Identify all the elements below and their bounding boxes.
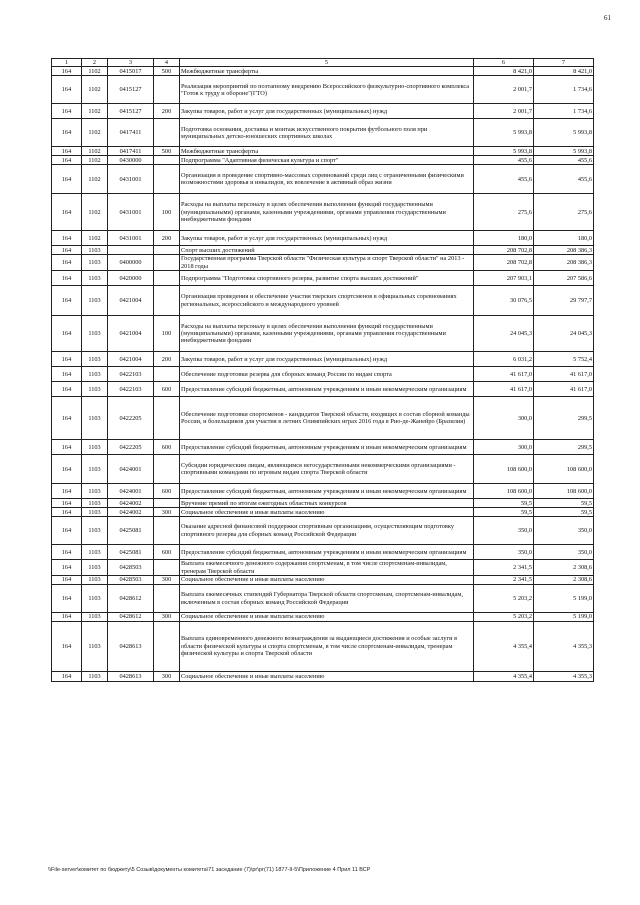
cell-expense-type: 600 bbox=[154, 545, 180, 560]
cell-section-code: 1103 bbox=[82, 622, 108, 672]
table-row bbox=[52, 231, 594, 246]
cell-expense-type: 200 bbox=[154, 231, 180, 246]
cell-expense-type: 300 bbox=[154, 613, 180, 622]
cell-admin-code: 164 bbox=[52, 352, 82, 367]
cell-amount-plan: 2 341,5 bbox=[474, 560, 534, 576]
cell-description: Вручение премий по итогам ежегодных областных конкурсов bbox=[180, 499, 474, 508]
header-cell-2: 2 bbox=[82, 59, 108, 67]
cell-section-code: 1103 bbox=[82, 255, 108, 271]
cell-description: Межбюджетные трансферты bbox=[180, 147, 474, 156]
cell-expense-type bbox=[154, 246, 180, 255]
cell-target-article: 0425081 bbox=[108, 517, 154, 545]
cell-amount-plan: 207 903,1 bbox=[474, 271, 534, 286]
cell-amount-actual: 41 617,0 bbox=[534, 367, 594, 382]
footer-file-path: \\File-server\комитет по бюджету\5 Созыв\документы комитета\71 заседание (7)\рг\рг(71) 1877-II-5\Приложение 4 Прил 11 ВСР bbox=[48, 867, 371, 873]
cell-description: Социальное обеспечение и иные выплаты населению bbox=[180, 576, 474, 585]
cell-admin-code: 164 bbox=[52, 165, 82, 194]
cell-admin-code: 164 bbox=[52, 585, 82, 613]
cell-description: Социальное обеспечение и иные выплаты населению bbox=[180, 613, 474, 622]
cell-amount-plan: 5 203,2 bbox=[474, 585, 534, 613]
cell-expense-type: 300 bbox=[154, 672, 180, 682]
cell-expense-type bbox=[154, 119, 180, 147]
cell-section-code: 1103 bbox=[82, 286, 108, 316]
table-row bbox=[52, 545, 594, 560]
table-row bbox=[52, 271, 594, 286]
table-row bbox=[52, 352, 594, 367]
cell-amount-actual: 5 752,4 bbox=[534, 352, 594, 367]
table-row bbox=[52, 316, 594, 352]
cell-admin-code: 164 bbox=[52, 508, 82, 517]
cell-description: Социальное обеспечение и иные выплаты населению bbox=[180, 672, 474, 682]
cell-section-code: 1103 bbox=[82, 246, 108, 255]
cell-section-code: 1103 bbox=[82, 367, 108, 382]
cell-amount-plan: 350,0 bbox=[474, 517, 534, 545]
cell-description: Подпрограмма "Подготовка спортивного резерва, развитие спорта высших достижений" bbox=[180, 271, 474, 286]
cell-expense-type: 200 bbox=[154, 352, 180, 367]
cell-amount-plan: 59,5 bbox=[474, 508, 534, 517]
cell-admin-code: 164 bbox=[52, 576, 82, 585]
cell-section-code: 1103 bbox=[82, 508, 108, 517]
cell-description: Предоставление субсидий бюджетным, автономным учреждениям и иным некоммерческим организациям bbox=[180, 440, 474, 455]
table-row bbox=[52, 104, 594, 119]
table-row bbox=[52, 455, 594, 484]
cell-description: Предоставление субсидий бюджетным, автономным учреждениям и иным некоммерческим организациям bbox=[180, 382, 474, 397]
cell-amount-actual: 5 993,8 bbox=[534, 147, 594, 156]
cell-description: Предоставление субсидий бюджетным, автономным учреждениям и иным некоммерческим организациям bbox=[180, 545, 474, 560]
cell-target-article: 0415127 bbox=[108, 104, 154, 119]
cell-section-code: 1103 bbox=[82, 397, 108, 440]
cell-admin-code: 164 bbox=[52, 271, 82, 286]
table-row bbox=[52, 397, 594, 440]
cell-target-article: 0431001 bbox=[108, 231, 154, 246]
cell-target-article: 0420000 bbox=[108, 271, 154, 286]
table-row bbox=[52, 194, 594, 231]
cell-expense-type bbox=[154, 156, 180, 165]
cell-amount-plan: 2 341,5 bbox=[474, 576, 534, 585]
cell-amount-actual: 4 355,3 bbox=[534, 672, 594, 682]
cell-amount-actual: 180,0 bbox=[534, 231, 594, 246]
table-row bbox=[52, 165, 594, 194]
cell-amount-actual: 455,6 bbox=[534, 156, 594, 165]
cell-expense-type bbox=[154, 455, 180, 484]
table-row bbox=[52, 484, 594, 499]
cell-description: Организация проведения и обеспечение участия тверских спортсменов в официальных соревнованиях региональных, всероссийского и международного уровней bbox=[180, 286, 474, 316]
cell-section-code: 1102 bbox=[82, 231, 108, 246]
cell-expense-type: 600 bbox=[154, 440, 180, 455]
cell-description: Выплата ежемесячного денежного содержания спортсменам, в том числе спортсменам-инвалидам, тренерам Тверской области bbox=[180, 560, 474, 576]
cell-description: Социальное обеспечение и иные выплаты населению bbox=[180, 508, 474, 517]
table-row bbox=[52, 367, 594, 382]
cell-expense-type: 100 bbox=[154, 194, 180, 231]
cell-target-article: 0422205 bbox=[108, 397, 154, 440]
cell-amount-actual: 1 734,6 bbox=[534, 104, 594, 119]
cell-description: Обеспечение подготовки резерва для сборных команд России по видам спорта bbox=[180, 367, 474, 382]
table-row bbox=[52, 246, 594, 255]
cell-target-article: 0421004 bbox=[108, 286, 154, 316]
cell-amount-plan: 180,0 bbox=[474, 231, 534, 246]
cell-description: Предоставление субсидий бюджетным, автономным учреждениям и иным некоммерческим организациям bbox=[180, 484, 474, 499]
cell-amount-plan: 30 076,5 bbox=[474, 286, 534, 316]
cell-section-code: 1103 bbox=[82, 672, 108, 682]
cell-target-article: 0428503 bbox=[108, 576, 154, 585]
table-row bbox=[52, 576, 594, 585]
cell-admin-code: 164 bbox=[52, 255, 82, 271]
cell-amount-actual: 350,0 bbox=[534, 545, 594, 560]
table-row bbox=[52, 382, 594, 397]
cell-target-article: 0430000 bbox=[108, 156, 154, 165]
cell-amount-actual: 350,0 bbox=[534, 517, 594, 545]
cell-section-code: 1102 bbox=[82, 119, 108, 147]
cell-amount-actual: 59,5 bbox=[534, 499, 594, 508]
cell-admin-code: 164 bbox=[52, 517, 82, 545]
cell-amount-actual: 208 386,3 bbox=[534, 255, 594, 271]
cell-description: Оказание адресной финансовой поддержки спортивным организациям, осуществляющим подготовку спортивного резерва для сборных команд Российской Федерации bbox=[180, 517, 474, 545]
cell-description: Подготовка основания, доставка и монтаж искусственного покрытия футбольного поля при муниципальных детско-юношеских спортивных школах bbox=[180, 119, 474, 147]
cell-admin-code: 164 bbox=[52, 455, 82, 484]
cell-expense-type: 500 bbox=[154, 147, 180, 156]
cell-section-code: 1103 bbox=[82, 576, 108, 585]
cell-expense-type: 200 bbox=[154, 104, 180, 119]
cell-target-article: 0428613 bbox=[108, 622, 154, 672]
table-row bbox=[52, 560, 594, 576]
cell-amount-plan: 41 617,0 bbox=[474, 367, 534, 382]
table-row bbox=[52, 76, 594, 104]
cell-description: Организация и проведение спортивно-массовых соревнований среди лиц с ограниченными физическими возможностями здоровья и инвалидов, их вовлечение в активный образ жизни bbox=[180, 165, 474, 194]
table-row bbox=[52, 508, 594, 517]
cell-amount-actual: 299,5 bbox=[534, 440, 594, 455]
cell-expense-type bbox=[154, 286, 180, 316]
cell-expense-type bbox=[154, 517, 180, 545]
cell-section-code: 1102 bbox=[82, 104, 108, 119]
cell-amount-plan: 24 045,3 bbox=[474, 316, 534, 352]
cell-section-code: 1102 bbox=[82, 67, 108, 76]
cell-target-article: 0428613 bbox=[108, 672, 154, 682]
cell-amount-actual: 207 586,6 bbox=[534, 271, 594, 286]
cell-expense-type bbox=[154, 585, 180, 613]
table-row bbox=[52, 147, 594, 156]
cell-admin-code: 164 bbox=[52, 231, 82, 246]
table-row bbox=[52, 156, 594, 165]
cell-expense-type bbox=[154, 499, 180, 508]
cell-admin-code: 164 bbox=[52, 613, 82, 622]
cell-expense-type bbox=[154, 560, 180, 576]
cell-expense-type: 300 bbox=[154, 508, 180, 517]
cell-amount-actual: 29 797,7 bbox=[534, 286, 594, 316]
cell-section-code: 1103 bbox=[82, 352, 108, 367]
cell-amount-plan: 2 001,7 bbox=[474, 76, 534, 104]
cell-amount-actual: 5 993,8 bbox=[534, 119, 594, 147]
cell-admin-code: 164 bbox=[52, 367, 82, 382]
cell-amount-plan: 300,0 bbox=[474, 397, 534, 440]
cell-section-code: 1102 bbox=[82, 147, 108, 156]
cell-target-article: 0424002 bbox=[108, 508, 154, 517]
table-row bbox=[52, 585, 594, 613]
cell-amount-actual: 108 600,0 bbox=[534, 484, 594, 499]
table-row bbox=[52, 440, 594, 455]
cell-amount-plan: 455,6 bbox=[474, 156, 534, 165]
cell-target-article: 0424001 bbox=[108, 455, 154, 484]
table-row bbox=[52, 613, 594, 622]
cell-section-code: 1103 bbox=[82, 271, 108, 286]
cell-amount-plan: 2 001,7 bbox=[474, 104, 534, 119]
table-row bbox=[52, 499, 594, 508]
cell-admin-code: 164 bbox=[52, 545, 82, 560]
table-row bbox=[52, 255, 594, 271]
cell-admin-code: 164 bbox=[52, 156, 82, 165]
cell-amount-actual: 2 308,6 bbox=[534, 576, 594, 585]
cell-target-article: 0422103 bbox=[108, 367, 154, 382]
cell-admin-code: 164 bbox=[52, 440, 82, 455]
cell-target-article: 0428612 bbox=[108, 613, 154, 622]
cell-description: Обеспечение подготовки спортсменов - кандидатов Тверской области, входящих в состав сборной команды России, и болельщиков для участия в летних Олимпийских играх 2016 года в Рио-де-Жанейро (Бразилия) bbox=[180, 397, 474, 440]
cell-target-article: 0431001 bbox=[108, 165, 154, 194]
cell-amount-actual: 59,5 bbox=[534, 508, 594, 517]
cell-target-article: 0421004 bbox=[108, 316, 154, 352]
cell-admin-code: 164 bbox=[52, 499, 82, 508]
cell-admin-code: 164 bbox=[52, 316, 82, 352]
cell-description: Закупка товаров, работ и услуг для государственных (муниципальных) нужд bbox=[180, 231, 474, 246]
cell-target-article: 0415127 bbox=[108, 76, 154, 104]
cell-amount-plan: 5 993,8 bbox=[474, 147, 534, 156]
header-cell-6: 6 bbox=[474, 59, 534, 67]
cell-description: Расходы на выплаты персоналу в целях обеспечения выполнения функций государственными (муниципальными) органами, казенными учреждениями, органами управления государственными внебюджетными фондами bbox=[180, 194, 474, 231]
cell-amount-plan: 5 993,8 bbox=[474, 119, 534, 147]
cell-target-article: 0424001 bbox=[108, 484, 154, 499]
cell-amount-actual: 455,6 bbox=[534, 165, 594, 194]
cell-target-article: 0428503 bbox=[108, 560, 154, 576]
cell-amount-plan: 208 702,8 bbox=[474, 246, 534, 255]
header-cell-5: 5 bbox=[180, 59, 474, 67]
cell-amount-actual: 275,6 bbox=[534, 194, 594, 231]
table-header-row bbox=[52, 59, 594, 67]
cell-amount-plan: 4 355,4 bbox=[474, 622, 534, 672]
cell-expense-type: 500 bbox=[154, 67, 180, 76]
cell-amount-plan: 8 421,0 bbox=[474, 67, 534, 76]
cell-expense-type: 600 bbox=[154, 484, 180, 499]
cell-target-article: 0425081 bbox=[108, 545, 154, 560]
header-cell-1: 1 bbox=[52, 59, 82, 67]
header-cell-7: 7 bbox=[534, 59, 594, 67]
cell-expense-type bbox=[154, 76, 180, 104]
cell-description: Выплата ежемесячных стипендий Губернатора Тверской области спортсменам, спортсменам-инвалидам, включенным в состав сборных команд Российской Федерации bbox=[180, 585, 474, 613]
cell-description: Реализация мероприятий по поэтапному внедрению Всероссийского физкультурно-спортивного комплекса "Готов к труду и обороне"(ГТО) bbox=[180, 76, 474, 104]
cell-expense-type bbox=[154, 397, 180, 440]
cell-section-code: 1103 bbox=[82, 455, 108, 484]
cell-description: Закупка товаров, работ и услуг для государственных (муниципальных) нужд bbox=[180, 352, 474, 367]
cell-description: Подпрограмма "Адаптивная физическая культура и спорт" bbox=[180, 156, 474, 165]
cell-expense-type: 600 bbox=[154, 382, 180, 397]
cell-amount-actual: 2 308,6 bbox=[534, 560, 594, 576]
cell-target-article: 0400000 bbox=[108, 255, 154, 271]
cell-expense-type bbox=[154, 165, 180, 194]
cell-section-code: 1103 bbox=[82, 440, 108, 455]
cell-amount-actual: 41 617,0 bbox=[534, 382, 594, 397]
header-cell-4: 4 bbox=[154, 59, 180, 67]
cell-section-code: 1102 bbox=[82, 156, 108, 165]
cell-amount-actual: 8 421,0 bbox=[534, 67, 594, 76]
cell-section-code: 1103 bbox=[82, 560, 108, 576]
cell-admin-code: 164 bbox=[52, 67, 82, 76]
cell-amount-plan: 108 600,0 bbox=[474, 455, 534, 484]
cell-target-article: 0421004 bbox=[108, 352, 154, 367]
header-cell-3: 3 bbox=[108, 59, 154, 67]
cell-amount-actual: 24 045,3 bbox=[534, 316, 594, 352]
cell-expense-type bbox=[154, 255, 180, 271]
table-row bbox=[52, 286, 594, 316]
cell-amount-plan: 455,6 bbox=[474, 165, 534, 194]
cell-admin-code: 164 bbox=[52, 76, 82, 104]
cell-section-code: 1103 bbox=[82, 545, 108, 560]
cell-section-code: 1103 bbox=[82, 484, 108, 499]
cell-admin-code: 164 bbox=[52, 484, 82, 499]
cell-expense-type: 300 bbox=[154, 576, 180, 585]
table-row bbox=[52, 119, 594, 147]
cell-target-article: 0415017 bbox=[108, 67, 154, 76]
cell-amount-actual: 4 355,3 bbox=[534, 622, 594, 672]
cell-admin-code: 164 bbox=[52, 104, 82, 119]
cell-admin-code: 164 bbox=[52, 194, 82, 231]
cell-section-code: 1102 bbox=[82, 165, 108, 194]
cell-target-article: 0431001 bbox=[108, 194, 154, 231]
page-number: 61 bbox=[604, 14, 611, 22]
cell-target-article: 0422103 bbox=[108, 382, 154, 397]
cell-admin-code: 164 bbox=[52, 622, 82, 672]
cell-amount-actual: 108 600,0 bbox=[534, 455, 594, 484]
cell-section-code: 1103 bbox=[82, 316, 108, 352]
cell-amount-actual: 5 199,0 bbox=[534, 613, 594, 622]
cell-section-code: 1102 bbox=[82, 76, 108, 104]
cell-section-code: 1102 bbox=[82, 194, 108, 231]
cell-admin-code: 164 bbox=[52, 286, 82, 316]
table-row bbox=[52, 517, 594, 545]
cell-section-code: 1103 bbox=[82, 517, 108, 545]
table-row bbox=[52, 622, 594, 672]
cell-expense-type: 100 bbox=[154, 316, 180, 352]
cell-description: Спорт высших достижений bbox=[180, 246, 474, 255]
cell-admin-code: 164 bbox=[52, 382, 82, 397]
cell-admin-code: 164 bbox=[52, 119, 82, 147]
cell-admin-code: 164 bbox=[52, 397, 82, 440]
cell-amount-plan: 59,5 bbox=[474, 499, 534, 508]
cell-target-article: 0424002 bbox=[108, 499, 154, 508]
cell-target-article: 0422205 bbox=[108, 440, 154, 455]
cell-target-article: 0428612 bbox=[108, 585, 154, 613]
table-body bbox=[52, 67, 594, 682]
cell-expense-type bbox=[154, 622, 180, 672]
cell-admin-code: 164 bbox=[52, 246, 82, 255]
cell-amount-actual: 1 734,6 bbox=[534, 76, 594, 104]
cell-amount-plan: 300,0 bbox=[474, 440, 534, 455]
cell-amount-plan: 208 702,8 bbox=[474, 255, 534, 271]
cell-section-code: 1103 bbox=[82, 499, 108, 508]
cell-amount-actual: 5 199,0 bbox=[534, 585, 594, 613]
cell-admin-code: 164 bbox=[52, 672, 82, 682]
cell-section-code: 1103 bbox=[82, 382, 108, 397]
cell-amount-plan: 41 617,0 bbox=[474, 382, 534, 397]
cell-description: Закупка товаров, работ и услуг для государственных (муниципальных) нужд bbox=[180, 104, 474, 119]
table-row bbox=[52, 672, 594, 682]
cell-target-article: 0417411 bbox=[108, 147, 154, 156]
table-row bbox=[52, 67, 594, 76]
cell-amount-plan: 6 031,2 bbox=[474, 352, 534, 367]
budget-table bbox=[51, 58, 594, 682]
cell-amount-actual: 208 386,3 bbox=[534, 246, 594, 255]
cell-amount-plan: 275,6 bbox=[474, 194, 534, 231]
cell-description: Выплата единовременного денежного вознаграждения за выдающиеся достижения и особые заслуги в области физической культуры и спорта спортсменам, в том числе спортсменам-инвалидам, тренерам физической культуры и спорта Тверской области bbox=[180, 622, 474, 672]
cell-amount-plan: 350,0 bbox=[474, 545, 534, 560]
cell-description: Межбюджетные трансферты bbox=[180, 67, 474, 76]
cell-expense-type bbox=[154, 367, 180, 382]
cell-section-code: 1103 bbox=[82, 585, 108, 613]
cell-description: Расходы на выплаты персоналу в целях обеспечения выполнения функций государственными (муниципальными) органами, казенными учреждениями, органами управления государственными внебюджетными фондами bbox=[180, 316, 474, 352]
cell-description: Субсидии юридическим лицам, являющимся негосударственными некоммерческими организациями - спортивными командами по игровым видам спорта Тверской области bbox=[180, 455, 474, 484]
cell-amount-plan: 4 355,4 bbox=[474, 672, 534, 682]
cell-target-article bbox=[108, 246, 154, 255]
cell-description: Государственная программа Тверской области "Физическая культура и спорт Тверской области" на 2013 - 2018 годы bbox=[180, 255, 474, 271]
cell-amount-plan: 108 600,0 bbox=[474, 484, 534, 499]
cell-admin-code: 164 bbox=[52, 147, 82, 156]
cell-admin-code: 164 bbox=[52, 560, 82, 576]
cell-section-code: 1103 bbox=[82, 613, 108, 622]
cell-target-article: 0417411 bbox=[108, 119, 154, 147]
cell-amount-actual: 299,5 bbox=[534, 397, 594, 440]
cell-amount-plan: 5 203,2 bbox=[474, 613, 534, 622]
cell-expense-type bbox=[154, 271, 180, 286]
